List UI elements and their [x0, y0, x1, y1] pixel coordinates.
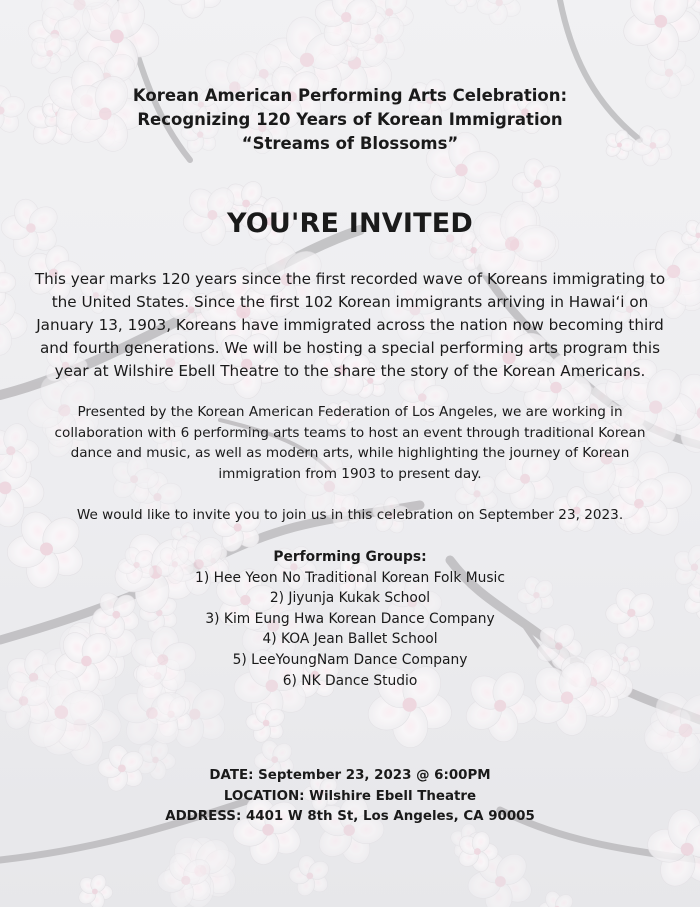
header-title-line-1: Korean American Performing Arts Celebration: [132, 86, 568, 105]
event-date: DATE: September 23, 2023 @ 6:00PM [209, 768, 491, 783]
performing-group-item: 3) Kim Eung Hwa Korean Dance Company [205, 610, 495, 627]
performing-group-item: 1) Hee Yeon No Traditional Korean Folk Music [195, 569, 505, 586]
invited-heading: YOU'RE INVITED [226, 208, 474, 239]
performing-group-item: 5) LeeYoungNam Dance Company [232, 651, 468, 668]
performing-groups-title: Performing Groups: [273, 549, 427, 565]
performing-group-item: 2) Jiyunja Kukak School [269, 590, 431, 607]
performing-groups-list [0, 547, 700, 691]
performing-group-item: 6) NK Dance Studio [282, 672, 418, 689]
header-title-line-2: Recognizing 120 Years of Korean Immigration [137, 110, 563, 129]
event-location: LOCATION: Wilshire Ebell Theatre [223, 788, 477, 804]
performing-group-item: 4) KOA Jean Ballet School [262, 631, 438, 648]
event-address: ADDRESS: 4401 W 8th St, Los Angeles, CA 90005 [165, 809, 535, 824]
event-details [0, 766, 700, 828]
event-header [0, 84, 700, 156]
presented-by-paragraph: Presented by the Korean American Federation of Los Angeles, we are working in collaboration with 6 performing arts teams to host an event through traditional Korean dance and music, as well as modern arts, while highlighting the journey of Korean immigration from 1903 to present day. [54, 404, 646, 482]
intro-paragraph: This year marks 120 years since the first recorded wave of Koreans immigrating to the United States. Since the first 102 Korean immigrants arriving in Hawai‘i on January 13, 1903, Koreans have immigrated across the nation now becoming third and fourth generations. We will be hosting a special performing arts program this year at Wilshire Ebell Theatre to the share the story of the Korean Americans. [34, 270, 666, 380]
invitation-paragraph: We would like to invite you to join us in this celebration on September 23, 2023. [76, 507, 624, 523]
header-subtitle-streams-of-blossoms: “Streams of Blossoms” [241, 134, 459, 153]
